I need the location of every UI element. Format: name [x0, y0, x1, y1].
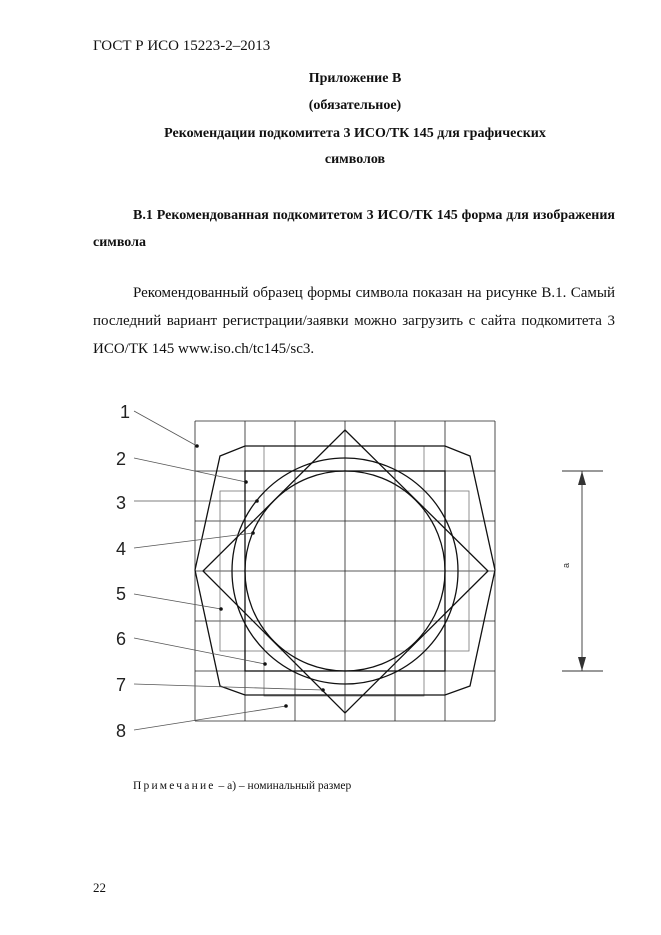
figure-grid [195, 421, 495, 721]
figure-label-6: 6 [116, 629, 127, 649]
page-number: 22 [93, 880, 106, 895]
document-header: ГОСТ Р ИСО 15223-2–2013 [93, 38, 271, 54]
annex-heading-line1: Рекомендации подкомитета 3 ИСО/ТК 145 для графических [164, 126, 546, 141]
figure-label-3: 3 [116, 493, 127, 513]
dimension-line [562, 471, 603, 671]
annex-heading-line2: символов [324, 152, 386, 167]
annex-title: Приложение В [308, 71, 402, 86]
note-text: – а) – номинальный размер [218, 780, 352, 792]
figure-note [133, 780, 351, 792]
body-paragraph: Рекомендованный образец формы символа показан на рисунке В.1. Самый последний вариант регистрации/заявки можно загрузить с сайта подкомитета 3 ИСО/ТК 145 www.iso.ch/tc145/sc3. [93, 285, 615, 357]
figure-label-4: 4 [116, 539, 127, 559]
section-heading: В.1 Рекомендованная подкомитетом 3 ИСО/ТК 145 форма для изображения символа [93, 208, 615, 250]
figure-label-5: 5 [116, 584, 127, 604]
figure-label-8: 8 [116, 721, 127, 741]
figure-label-2: 2 [116, 449, 127, 469]
leader-dots [195, 444, 325, 708]
annex-status: (обязательное) [308, 98, 402, 113]
dimension-label-a: a [561, 562, 571, 568]
note-label: Примечание [133, 780, 216, 792]
figure-label-1: 1 [120, 402, 131, 422]
figure-label-7: 7 [116, 675, 127, 695]
